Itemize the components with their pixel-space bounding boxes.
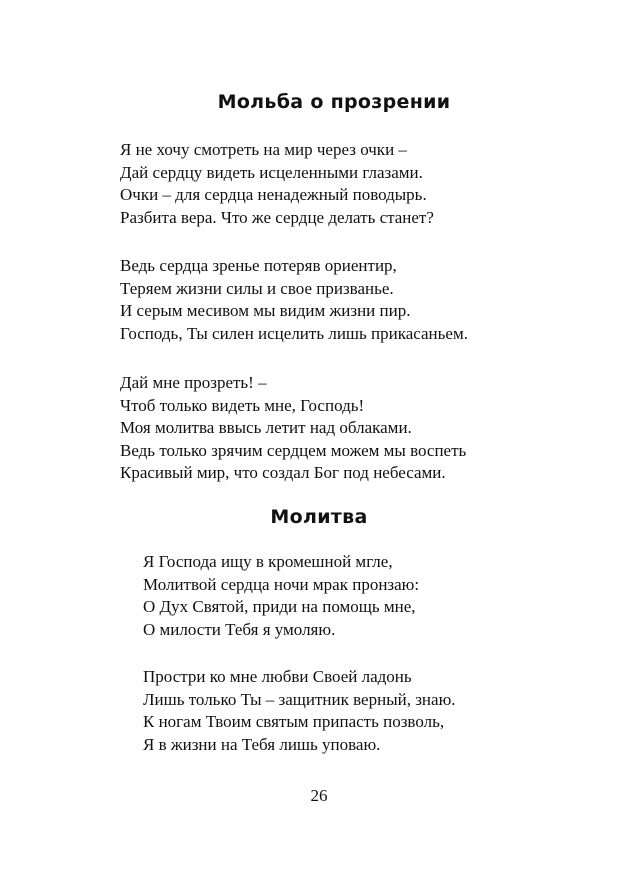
poem-stanza bbox=[120, 255, 468, 345]
poem-line: Я в жизни на Тебя лишь уповаю. bbox=[143, 734, 381, 754]
poem-line: Чтоб только видеть мне, Господь! bbox=[120, 395, 365, 415]
poem-line: Дай мне прозреть! – bbox=[120, 373, 267, 392]
poem-line: Теряем жизни силы и свое призванье. bbox=[120, 278, 394, 298]
poem-line: Разбита вера. Что же сердце делать станет? bbox=[120, 207, 434, 227]
poem-line: Ведь только зрячим сердцем можем мы воспеть bbox=[120, 440, 467, 460]
poem-line: Моя молитва ввысь летит над облаками. bbox=[120, 418, 412, 437]
poem-stanza bbox=[143, 551, 419, 641]
poem-title: Молитва bbox=[270, 506, 368, 528]
page-number: 26 bbox=[310, 786, 328, 805]
poem-line: О Дух Святой, приди на помощь мне, bbox=[143, 597, 416, 616]
poem-stanza bbox=[143, 666, 456, 756]
poem-line: О милости Тебя я умоляю. bbox=[143, 619, 336, 639]
poem-line: Дай сердцу видеть исцеленными глазами. bbox=[120, 162, 423, 182]
poem-title: Мольба о прозрении bbox=[217, 91, 451, 113]
poem-line: Красивый мир, что создал Бог под небесами. bbox=[120, 463, 446, 482]
poem-line: Господь, Ты силен исцелить лишь прикасаньем. bbox=[120, 323, 468, 343]
poem-line: И серым месивом мы видим жизни пир. bbox=[120, 301, 411, 320]
poem-line: Молитвой сердца ночи мрак пронзаю: bbox=[143, 574, 420, 594]
poem-line: К ногам Твоим святым припасть позволь, bbox=[143, 712, 445, 731]
poem-line: Я не хочу смотреть на мир через очки – bbox=[120, 140, 407, 159]
poem-stanza bbox=[120, 372, 466, 485]
poem-stanza bbox=[120, 139, 434, 229]
poem-line: Я Господа ищу в кромешной мгле, bbox=[143, 552, 393, 571]
poem-line: Лишь только Ты – защитник верный, знаю. bbox=[143, 689, 456, 709]
poem-line: Простри ко мне любви Своей ладонь bbox=[143, 667, 412, 686]
poem-line: Очки – для сердца ненадежный поводырь. bbox=[120, 185, 427, 204]
poem-line: Ведь сердца зренье потеряв ориентир, bbox=[120, 256, 397, 275]
